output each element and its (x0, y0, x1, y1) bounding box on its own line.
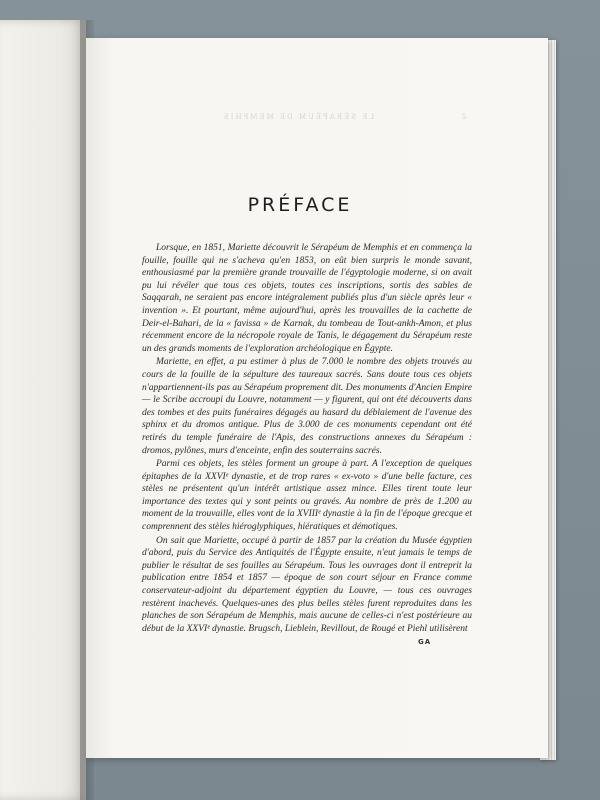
preface-body (142, 242, 472, 636)
paragraph: Parmi ces objets, les stèles forment un groupe à part. A l'exception de quelques épitaphes de la XXVIᵉ dynastie, et de trop rares « ex-voto » d'une belle facture, ces stèles ne présentent qu'un intérêt artistique assez mince. Elles tirent toute leur importance des textes qui y sont peints ou gravés. Au nombre de près de 1.200 au moment de la trouvaille, elles vont de la XVIIIᵉ dynastie à la fin de l'époque grecque et comprennent des stèles hiéroglyphiques, hiératiques et démotiques. (142, 459, 472, 533)
paragraph: On sait que Mariette, occupé à partir de 1857 par la création du Musée égyptien d'abord, puis du Service des Antiquités de l'Égypte ensuite, n'eut jamais le temps de publier le résultat de ses fouilles au Sérapéum. Tous les ouvrages dont il entreprit la publication entre 1854 et 1857 — époque de son court séjour en France comme conservateur-adjoint du département égyptien du Louvre, — tous ces ouvrages restèrent inachevés. Quelques-unes des plus belles stèles furent reproduites dans les planches de son Sérapéum de Memphis, mais aucune de celles-ci n'est postérieure au début de la XXVIᵉ dynastie. Brugsch, Lieblein, Revillout, de Rougé et Piehl utilisèrent (142, 535, 472, 634)
show-through-page-number: 5 (462, 113, 467, 121)
show-through-running-head: LE SÉRAPÉUM DE MEMPHIS (222, 113, 375, 121)
paragraph: Mariette, en effet, a pu estimer à plus de 7.000 le nombre des objets trouvés au cours de la fouille de la sépulture des taureaux sacrés. Sans doute tous ces objets n'appartiennent-ils pas au Sérapéum proprement dit. Des monuments d'Ancien Empire — le Scribe accroupi du Louvre, notamment — y figurent, qui ont été découverts dans des tombes et des puits funéraires dégagés au hasard du déblaiement de l'avenue des sphinx et du dromos antique. Plus de 3.000 de ces monuments cependant ont été retirés du temple funéraire de l'Apis, des constructions annexes du Sérapéum : dromos, pylônes, murs d'enceinte, enfin des souterrains sacrés. (142, 357, 472, 456)
signature-mark: GA (418, 638, 432, 646)
paragraph: Lorsque, en 1851, Mariette découvrit le Sérapéum de Memphis et en commença la fouille, fouille qui ne s'acheva qu'en 1853, on eût bien surpris le monde savant, enthousiasmé par la première grande trouvaille de l'égyptologie moderne, si on avait pu lui révéler que tous ces objets, toutes ces inscriptions, sortis des sables de Saqqarah, ne seraient pas encore intégralement publiés plus d'un siècle après leur « invention ». Et pourtant, même aujourd'hui, après les trouvailles de la cachette de Deir-el-Bahari, de la « favissa » de Karnak, du tombeau de Tout-ankh-Amon, et plus récemment encore de la nécropole royale de Tanis, le dégagement du Sérapéum reste un des grands moments de l'exploration archéologique en Égypte. (142, 243, 472, 354)
page-title: PRÉFACE (247, 194, 353, 216)
left-page (0, 20, 86, 800)
